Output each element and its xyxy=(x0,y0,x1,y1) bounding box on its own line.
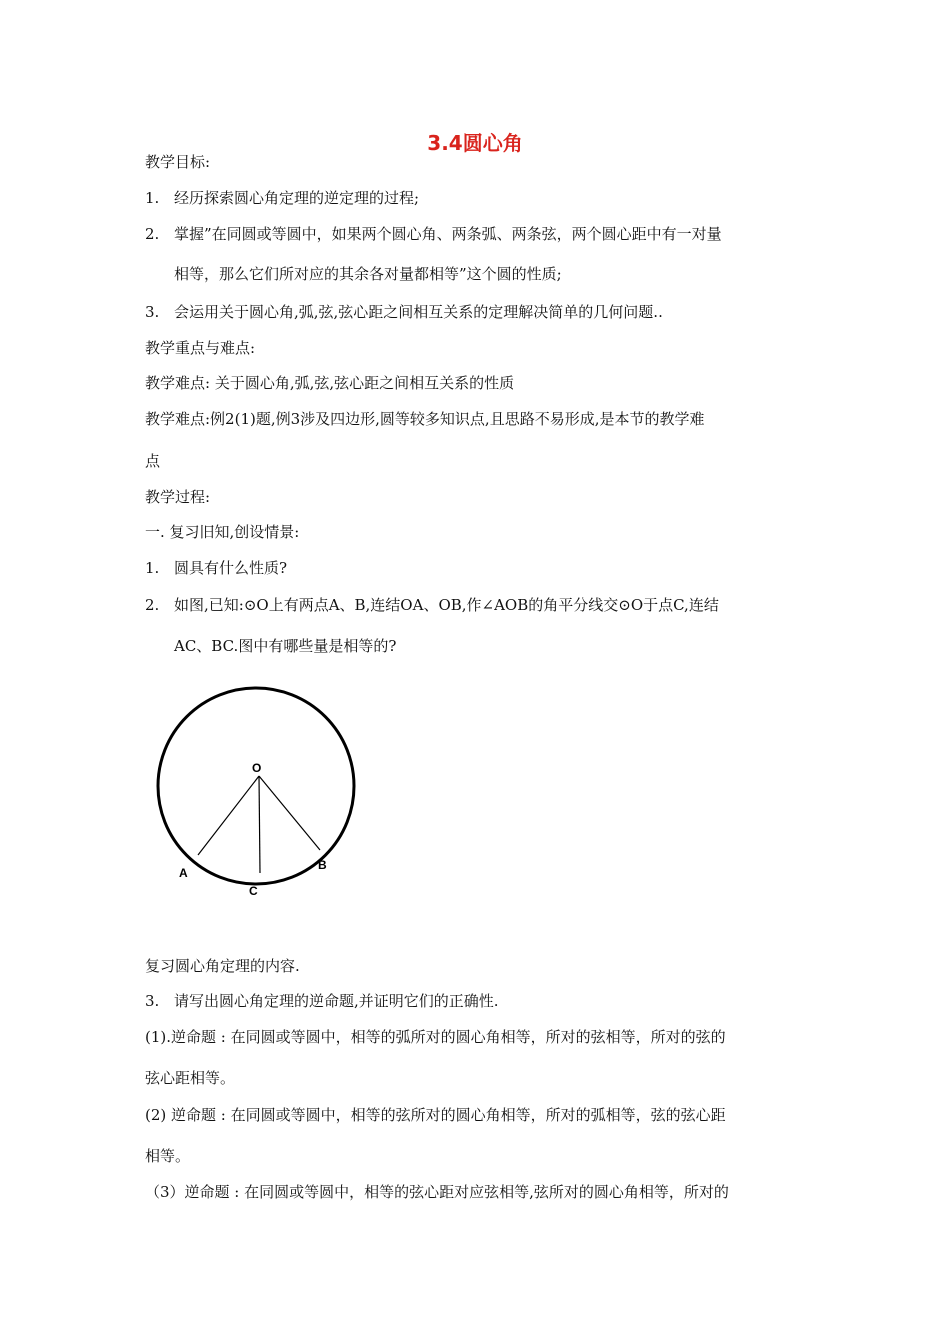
segment-OB xyxy=(259,776,320,850)
objective-item-1 xyxy=(145,188,419,208)
question-text: 请写出圆心角定理的逆命题,并证明它们的正确性. xyxy=(174,992,499,1010)
key-point-2: 教学难点:例2(1)题,例3涉及四边形,圆等较多知识点,且思路不易形成,是本节的教学难 xyxy=(145,410,705,428)
converse-2: (2) 逆命题 : 在同圆或等圆中，相等的弦所对的圆心角相等，所对的弧相等，弦的弦心距 xyxy=(145,1106,726,1124)
circle-figure xyxy=(150,686,370,906)
segment-OC xyxy=(259,776,260,873)
objective-number: 3. xyxy=(145,303,160,321)
question-text: 如图,已知:⊙O上有两点A、B,连结OA、OB,作∠AOB的角平分线交⊙O于点C,连结 xyxy=(174,596,719,614)
objective-text: 掌握”在同圆或等圆中，如果两个圆心角、两条弧、两条弦，两个圆心距中有一对量 xyxy=(174,225,722,243)
key-points-heading: 教学重点与难点: xyxy=(145,339,256,357)
objective-item-3 xyxy=(145,302,663,322)
key-point-1: 教学难点: 关于圆心角,弧,弦,弦心距之间相互关系的性质 xyxy=(145,374,515,392)
label-B: B xyxy=(318,858,327,872)
section-heading: 一. 复习旧知,创设情景: xyxy=(145,523,300,541)
question-1 xyxy=(145,558,287,578)
circle-outline xyxy=(158,688,354,884)
question-3 xyxy=(145,991,499,1011)
label-C: C xyxy=(249,884,258,898)
process-heading: 教学过程: xyxy=(145,488,211,506)
objective-text: 经历探索圆心角定理的逆定理的过程; xyxy=(174,189,420,207)
converse-2-continued: 相等。 xyxy=(145,1147,191,1165)
page-title: 3.4圆心角 xyxy=(427,131,523,155)
question-2-continued: AC、BC.图中有哪些量是相等的? xyxy=(174,637,397,655)
objective-item-2 xyxy=(145,224,722,244)
question-number: 1. xyxy=(145,559,160,577)
converse-1-continued: 弦心距相等。 xyxy=(145,1069,236,1087)
objective-item-2-continued: 相等，那么它们所对应的其余各对量都相等”这个圆的性质; xyxy=(174,265,562,283)
converse-1: (1).逆命题 : 在同圆或等圆中，相等的弧所对的圆心角相等，所对的弦相等，所对的弦的 xyxy=(145,1028,726,1046)
objective-number: 2. xyxy=(145,225,160,243)
objectives-heading: 教学目标: xyxy=(145,153,211,171)
review-text: 复习圆心角定理的内容. xyxy=(145,957,300,975)
objective-number: 1. xyxy=(145,189,160,207)
objective-text: 会运用关于圆心角,弧,弦,弦心距之间相互关系的定理解决简单的几何问题.. xyxy=(174,303,663,321)
label-A: A xyxy=(179,866,188,880)
question-number: 3. xyxy=(145,992,160,1010)
question-number: 2. xyxy=(145,596,160,614)
converse-3: （3）逆命题 : 在同圆或等圆中，相等的弦心距对应弦相等,弦所对的圆心角相等，所对的 xyxy=(145,1183,729,1201)
question-2 xyxy=(145,595,719,615)
key-point-2-continued: 点 xyxy=(145,452,161,470)
label-O: O xyxy=(252,761,262,775)
question-text: 圆具有什么性质? xyxy=(174,559,288,577)
segment-OA xyxy=(198,776,259,855)
